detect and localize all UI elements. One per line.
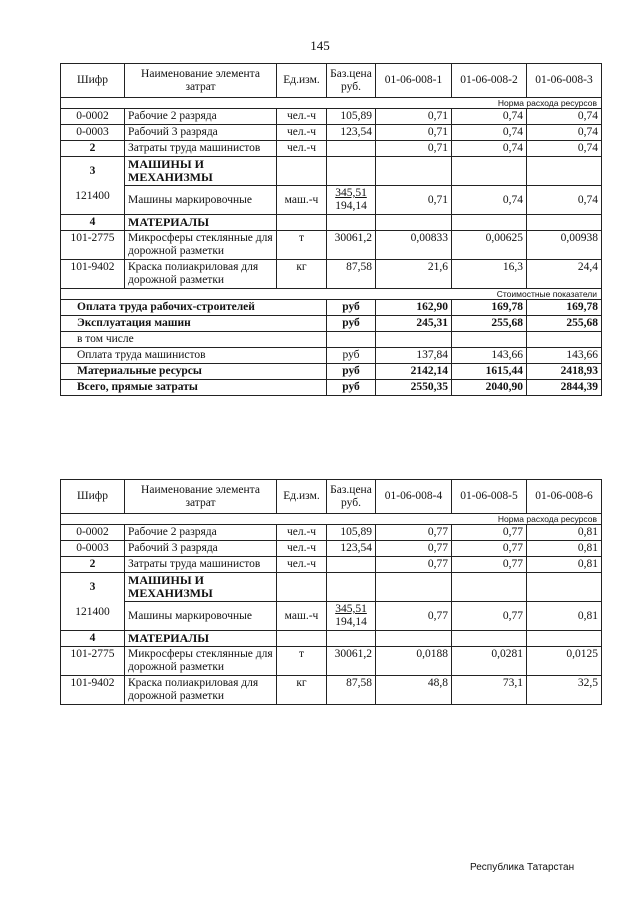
row-unit: чел.-ч [277, 525, 327, 541]
row-unit: чел.-ч [277, 109, 327, 125]
empty-cell [527, 573, 602, 602]
header-code: Шифр [61, 64, 125, 98]
row-code: 0-0003 [61, 541, 125, 557]
summary-value: 2418,93 [527, 364, 602, 380]
summary-row [61, 348, 602, 364]
row-code: 101-2775 [61, 647, 125, 676]
summary-value: 143,66 [452, 348, 527, 364]
section-code [61, 157, 125, 215]
row-value: 0,81 [527, 525, 602, 541]
row-value: 0,77 [376, 541, 452, 557]
row-unit: кг [277, 260, 327, 289]
empty-cell [277, 215, 327, 231]
header-col-5: 01-06-008-5 [452, 480, 527, 514]
section-row [61, 215, 602, 231]
summary-name: Эксплуатация машин [61, 316, 327, 332]
row-value: 0,71 [376, 125, 452, 141]
empty-cell [527, 215, 602, 231]
row-price [327, 186, 376, 215]
section-number: 4 [61, 215, 125, 231]
row-value: 0,0281 [452, 647, 527, 676]
row-unit: т [277, 647, 327, 676]
summary-row [61, 332, 602, 348]
row-value: 16,3 [452, 260, 527, 289]
table-row [61, 602, 602, 631]
header-col-3: 01-06-008-3 [527, 64, 602, 98]
row-value: 0,77 [376, 557, 452, 573]
row-value: 0,77 [452, 541, 527, 557]
row-unit: чел.-ч [277, 541, 327, 557]
table-row [61, 557, 602, 573]
empty-cell [452, 631, 527, 647]
row-value: 0,74 [527, 125, 602, 141]
section-row [61, 157, 602, 186]
table-row [61, 109, 602, 125]
row-price-main: 345,51 [335, 187, 367, 199]
summary-value [452, 332, 527, 348]
row-unit: т [277, 231, 327, 260]
table-row [61, 231, 602, 260]
row-value: 0,77 [376, 525, 452, 541]
footer-region: Республика Татарстан [470, 862, 575, 873]
row-unit: маш.-ч [277, 602, 327, 631]
summary-unit: руб [327, 300, 376, 316]
summary-name: Оплата труда рабочих-строителей [61, 300, 327, 316]
summary-value [527, 332, 602, 348]
row-price: 123,54 [327, 541, 376, 557]
row-name: Микросферы стеклянные для дорожной разметки [125, 647, 277, 676]
row-value: 0,71 [376, 186, 452, 215]
row-value: 0,71 [376, 109, 452, 125]
row-value: 0,74 [452, 109, 527, 125]
empty-cell [376, 215, 452, 231]
row-value: 0,77 [452, 525, 527, 541]
header-name: Наименование элемента затрат [125, 480, 277, 514]
empty-cell [327, 215, 376, 231]
summary-row [61, 364, 602, 380]
summary-unit: руб [327, 364, 376, 380]
header-price: Баз.цена руб. [327, 64, 376, 98]
row-code: 2 [61, 557, 125, 573]
row-unit: маш.-ч [277, 186, 327, 215]
section-row [61, 631, 602, 647]
summary-name: Всего, прямые затраты [61, 380, 327, 396]
row-name: Рабочие 2 разряда [125, 109, 277, 125]
header-col-2: 01-06-008-2 [452, 64, 527, 98]
row-name: Рабочий 3 разряда [125, 125, 277, 141]
summary-value: 2040,90 [452, 380, 527, 396]
summary-unit: руб [327, 380, 376, 396]
header-unit: Ед.изм. [277, 64, 327, 98]
empty-cell [452, 573, 527, 602]
row-value: 0,00625 [452, 231, 527, 260]
resource-table-1 [60, 63, 602, 396]
table-header [61, 64, 602, 98]
empty-cell [376, 573, 452, 602]
summary-value: 245,31 [376, 316, 452, 332]
summary-name: Оплата труда машинистов [61, 348, 327, 364]
summary-value: 162,90 [376, 300, 452, 316]
row-value: 0,74 [527, 109, 602, 125]
row-code: 101-2775 [61, 231, 125, 260]
section-title: МАТЕРИАЛЫ [125, 631, 277, 647]
row-price: 105,89 [327, 109, 376, 125]
table-row [61, 676, 602, 705]
row-value: 0,74 [452, 141, 527, 157]
norm-label: Норма расхода ресурсов [61, 514, 602, 525]
row-code: 0-0002 [61, 109, 125, 125]
empty-cell [327, 573, 376, 602]
row-value: 0,74 [452, 125, 527, 141]
row-price-sub: 194,14 [335, 616, 367, 628]
section-title: МАШИНЫ И МЕХАНИЗМЫ [125, 573, 277, 602]
section-number: 3 [89, 581, 96, 593]
summary-name: Материальные ресурсы [61, 364, 327, 380]
summary-row [61, 300, 602, 316]
row-value: 0,77 [452, 557, 527, 573]
row-code: 121400 [75, 190, 110, 202]
row-value: 48,8 [376, 676, 452, 705]
table-row [61, 186, 602, 215]
row-value: 0,74 [527, 141, 602, 157]
row-unit: кг [277, 676, 327, 705]
summary-row [61, 316, 602, 332]
row-price: 87,58 [327, 676, 376, 705]
table-row [61, 125, 602, 141]
row-unit: чел.-ч [277, 125, 327, 141]
empty-cell [376, 631, 452, 647]
row-price [327, 141, 376, 157]
table-row [61, 141, 602, 157]
row-name: Краска полиакриловая для дорожной разметки [125, 676, 277, 705]
row-value: 0,74 [452, 186, 527, 215]
row-value: 0,00833 [376, 231, 452, 260]
row-code: 101-9402 [61, 676, 125, 705]
row-name: Микросферы стеклянные для дорожной разметки [125, 231, 277, 260]
row-value: 0,81 [527, 541, 602, 557]
header-col-1: 01-06-008-1 [376, 64, 452, 98]
summary-value: 255,68 [527, 316, 602, 332]
header-col-6: 01-06-008-6 [527, 480, 602, 514]
row-value: 73,1 [452, 676, 527, 705]
table-row [61, 260, 602, 289]
row-code: 121400 [75, 606, 110, 618]
row-name: Машины маркировочные [125, 186, 277, 215]
summary-value: 169,78 [527, 300, 602, 316]
row-price: 30061,2 [327, 647, 376, 676]
summary-value: 2142,14 [376, 364, 452, 380]
empty-cell [527, 157, 602, 186]
row-price: 105,89 [327, 525, 376, 541]
summary-value [376, 332, 452, 348]
row-code: 0-0002 [61, 525, 125, 541]
header-col-4: 01-06-008-4 [376, 480, 452, 514]
section-number: 3 [89, 165, 96, 177]
row-value: 0,81 [527, 557, 602, 573]
row-value: 24,4 [527, 260, 602, 289]
norm-label-row [61, 514, 602, 525]
row-name: Рабочие 2 разряда [125, 525, 277, 541]
section-title: МАТЕРИАЛЫ [125, 215, 277, 231]
cost-label-row [61, 289, 602, 300]
row-value: 0,77 [452, 602, 527, 631]
row-value: 0,0125 [527, 647, 602, 676]
summary-value: 255,68 [452, 316, 527, 332]
row-unit: чел.-ч [277, 141, 327, 157]
row-price: 30061,2 [327, 231, 376, 260]
summary-name: в том числе [61, 332, 327, 348]
summary-value: 2550,35 [376, 380, 452, 396]
empty-cell [277, 157, 327, 186]
row-code: 101-9402 [61, 260, 125, 289]
table-row [61, 541, 602, 557]
resource-table-2 [60, 479, 602, 705]
row-code: 0-0003 [61, 125, 125, 141]
section-row [61, 573, 602, 602]
summary-value: 169,78 [452, 300, 527, 316]
empty-cell [327, 157, 376, 186]
row-value: 0,81 [527, 602, 602, 631]
table-row [61, 647, 602, 676]
header-code: Шифр [61, 480, 125, 514]
section-code [61, 573, 125, 631]
row-name: Краска полиакриловая для дорожной разметки [125, 260, 277, 289]
empty-cell [277, 631, 327, 647]
norm-label: Норма расхода ресурсов [61, 98, 602, 109]
empty-cell [327, 631, 376, 647]
summary-row [61, 380, 602, 396]
section-number: 4 [61, 631, 125, 647]
summary-unit: руб [327, 348, 376, 364]
summary-value: 137,84 [376, 348, 452, 364]
row-name: Затраты труда машинистов [125, 557, 277, 573]
table-row [61, 525, 602, 541]
summary-value: 1615,44 [452, 364, 527, 380]
summary-unit: руб [327, 316, 376, 332]
empty-cell [452, 157, 527, 186]
row-value: 0,0188 [376, 647, 452, 676]
row-unit: чел.-ч [277, 557, 327, 573]
row-value: 0,74 [527, 186, 602, 215]
page-number: 145 [310, 38, 330, 53]
row-price-main: 345,51 [335, 603, 367, 615]
header-price: Баз.цена руб. [327, 480, 376, 514]
row-name: Машины маркировочные [125, 602, 277, 631]
empty-cell [277, 573, 327, 602]
header-name: Наименование элемента затрат [125, 64, 277, 98]
row-price [327, 557, 376, 573]
cost-label: Стоимостные показатели [61, 289, 602, 300]
summary-value: 143,66 [527, 348, 602, 364]
table-header [61, 480, 602, 514]
empty-cell [452, 215, 527, 231]
empty-cell [527, 631, 602, 647]
row-value: 32,5 [527, 676, 602, 705]
row-value: 0,00938 [527, 231, 602, 260]
row-price-sub: 194,14 [335, 200, 367, 212]
summary-unit [327, 332, 376, 348]
row-price: 87,58 [327, 260, 376, 289]
norm-label-row [61, 98, 602, 109]
empty-cell [376, 157, 452, 186]
summary-value: 2844,39 [527, 380, 602, 396]
row-value: 0,71 [376, 141, 452, 157]
header-unit: Ед.изм. [277, 480, 327, 514]
row-value: 0,77 [376, 602, 452, 631]
row-name: Рабочий 3 разряда [125, 541, 277, 557]
section-title: МАШИНЫ И МЕХАНИЗМЫ [125, 157, 277, 186]
row-price [327, 602, 376, 631]
row-code: 2 [61, 141, 125, 157]
row-name: Затраты труда машинистов [125, 141, 277, 157]
row-price: 123,54 [327, 125, 376, 141]
row-value: 21,6 [376, 260, 452, 289]
